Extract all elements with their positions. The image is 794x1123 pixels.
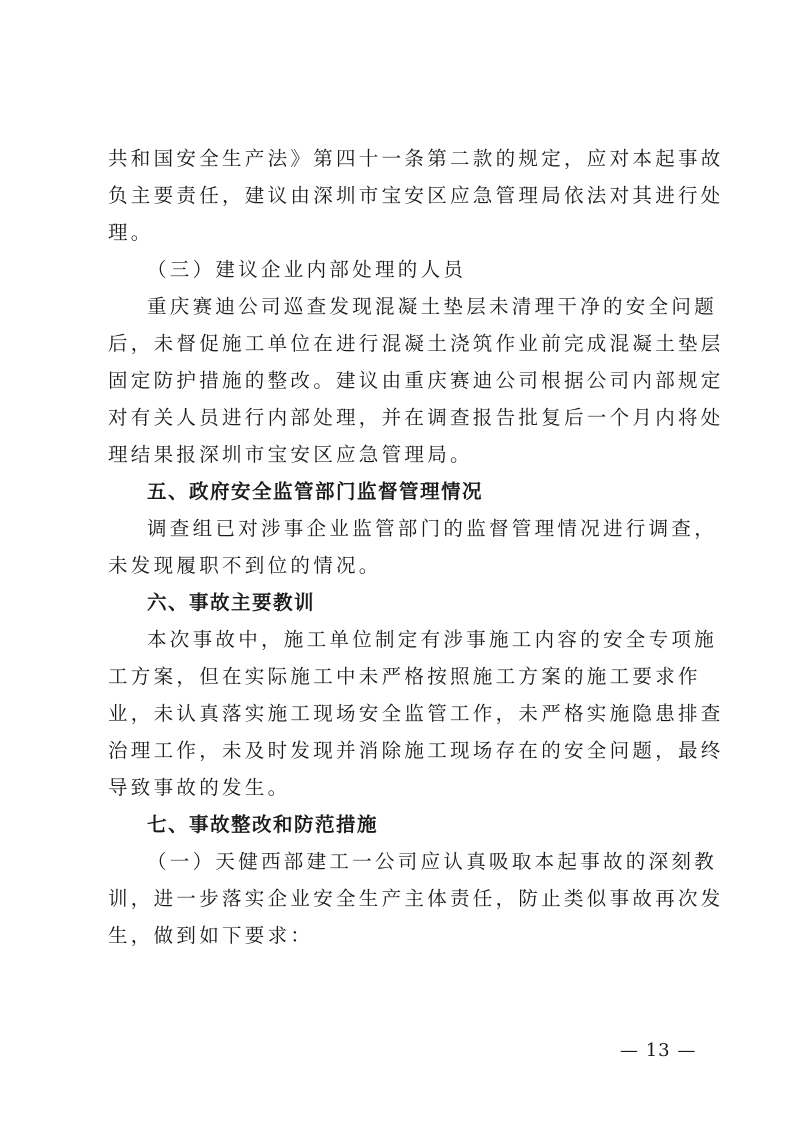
text-line: 生，做到如下要求： [108, 924, 314, 947]
section-heading: 五、政府安全监管部门监督管理情况 [147, 480, 484, 503]
text-line: 工方案，但在实际施工中未严格按照施工方案的施工要求作 [108, 665, 701, 688]
text-line: 业，未认真落实施工现场安全监管工作，未严格实施隐患排查 [108, 702, 724, 725]
text-line: 训，进一步落实企业安全生产主体责任，防止类似事故再次发 [108, 887, 724, 910]
section-heading: 六、事故主要教训 [147, 591, 316, 614]
body-text [108, 140, 724, 954]
text-line: 未发现履职不到位的情况。 [108, 554, 382, 577]
text-line: 治理工作，未及时发现并消除施工现场存在的安全问题，最终 [108, 739, 724, 762]
text-line: 理结果报深圳市宝安区应急管理局。 [108, 443, 473, 466]
text-line: 调查组已对涉事企业监管部门的监督管理情况进行调查， [147, 517, 718, 540]
text-line: （三）建议企业内部处理的人员 [147, 258, 467, 281]
text-line: 对有关人员进行内部处理，并在调查报告批复后一个月内将处 [108, 406, 724, 429]
text-line: 理。 [108, 221, 154, 244]
text-line: 固定防护措施的整改。建议由重庆赛迪公司根据公司内部规定 [108, 369, 724, 392]
text-line: （一）天健西部建工一公司应认真吸取本起事故的深刻教 [147, 850, 718, 873]
section-heading: 七、事故整改和防范措施 [147, 813, 379, 836]
text-line: 后，未督促施工单位在进行混凝土浇筑作业前完成混凝土垫层 [108, 332, 724, 355]
text-line: 导致事故的发生。 [108, 776, 291, 799]
text-line: 负主要责任，建议由深圳市宝安区应急管理局依法对其进行处 [108, 184, 724, 207]
text-line: 本次事故中，施工单位制定有涉事施工内容的安全专项施 [147, 628, 718, 651]
text-line: 共和国安全生产法》第四十一条第二款的规定，应对本起事故 [108, 147, 724, 170]
page-number: — 13 — [620, 1040, 697, 1061]
text-line: 重庆赛迪公司巡查发现混凝土垫层未清理干净的安全问题 [147, 295, 718, 318]
